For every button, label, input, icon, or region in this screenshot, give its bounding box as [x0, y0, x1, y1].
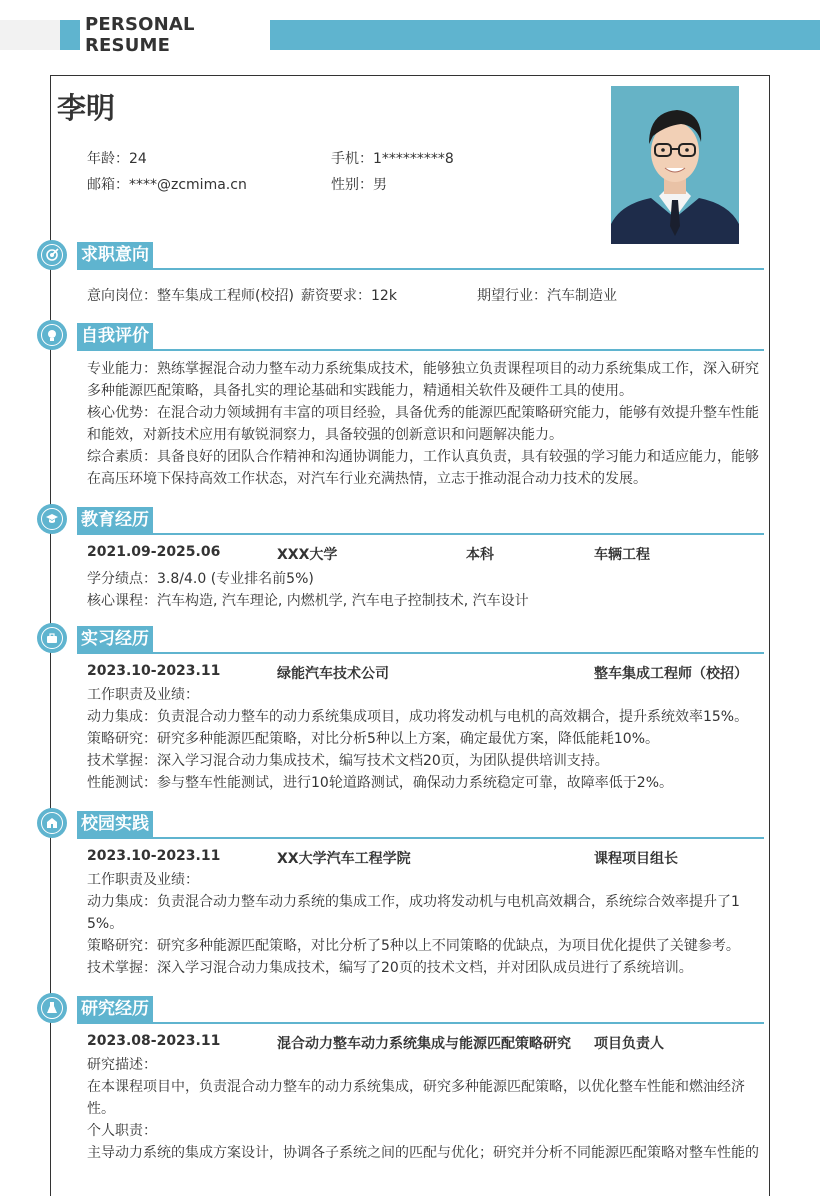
- header-accent-block: [60, 20, 80, 50]
- phone-label: 手机：: [331, 151, 373, 167]
- research-line: 主导动力系统的集成方案设计，协调各子系统之间的匹配与优化；研究并分析不同能源匹配策略对整车性能的: [87, 1145, 759, 1161]
- email-field: [87, 174, 247, 194]
- building-icon: [37, 808, 67, 838]
- research-line: 性。: [87, 1101, 115, 1117]
- intent-salary: 薪资要求：12k: [301, 288, 397, 304]
- internship-line: 动力集成：负责混合动力整车的动力系统集成项目，成功将发动机与电机的高效耦合，提升系统效率15%。: [87, 709, 749, 725]
- self-eval-line: 和能效，对新技术应用有敏锐洞察力，具备较强的创新意识和问题解决能力。: [87, 427, 563, 443]
- education-period: 2021.09-2025.06: [87, 544, 221, 560]
- section-title-self-eval: 自我评价: [77, 323, 153, 349]
- gender-field: [331, 174, 387, 194]
- internship-period: 2023.10-2023.11: [87, 663, 221, 679]
- age-label: 年龄：: [87, 151, 129, 167]
- internship-role: 整车集成工程师（校招）: [594, 666, 748, 682]
- email-value: ****@zcmima.cn: [129, 177, 247, 193]
- section-divider-self-eval: [77, 349, 764, 351]
- self-eval-line: 专业能力：熟练掌握混合动力整车动力系统集成技术，能够独立负责课程项目的动力系统集成工作，深入研究: [87, 361, 759, 377]
- header-band-right: [270, 20, 820, 50]
- section-divider-campus: [77, 837, 764, 839]
- gender-label: 性别：: [331, 177, 373, 193]
- self-eval-text: [87, 358, 765, 490]
- graduation-cap-icon: [37, 504, 67, 534]
- candidate-name: 李明: [57, 91, 116, 125]
- campus-line: 5%。: [87, 916, 124, 932]
- profile-photo: [611, 86, 739, 244]
- education-gpa: 学分绩点：3.8/4.0 (专业排名前5%): [87, 571, 314, 587]
- self-eval-line: 在高压环境下保持高效工作状态，对汽车行业充满热情，立志于推动混合动力技术的发展。: [87, 471, 647, 487]
- resume-title: PERSONAL RESUME: [85, 14, 195, 56]
- section-divider-internship: [77, 652, 764, 654]
- campus-org: XX大学汽车工程学院: [277, 851, 411, 867]
- research-period: 2023.08-2023.11: [87, 1033, 221, 1049]
- section-title-campus: 校园实践: [77, 811, 153, 837]
- self-eval-line: 综合素质：具备良好的团队合作精神和沟通协调能力，工作认真负责，具有较强的学习能力和适应能力，能够: [87, 449, 759, 465]
- self-eval-line: 核心优势：在混合动力领域拥有丰富的项目经验，具备优秀的能源匹配策略研究能力，能够有效提升整车性能: [87, 405, 759, 421]
- campus-line: 工作职责及业绩：: [87, 872, 199, 888]
- research-line: 研究描述：: [87, 1057, 157, 1073]
- section-title-research: 研究经历: [77, 996, 153, 1022]
- section-title-internship: 实习经历: [77, 626, 153, 652]
- internship-line: 工作职责及业绩：: [87, 687, 199, 703]
- phone-value: 1*********8: [373, 151, 454, 167]
- gender-value: 男: [373, 177, 387, 193]
- campus-period: 2023.10-2023.11: [87, 848, 221, 864]
- campus-details: [87, 869, 765, 979]
- section-divider-research: [77, 1022, 764, 1024]
- campus-line: 技术掌握：深入学习混合动力集成技术，编写了20页的技术文档，并对团队成员进行了系统培训。: [87, 960, 693, 976]
- portrait-illustration: [611, 86, 739, 244]
- intent-industry: 期望行业：汽车制造业: [477, 288, 617, 304]
- intent-position: 意向岗位：整车集成工程师(校招): [87, 288, 294, 304]
- internship-details: [87, 684, 765, 794]
- section-title-education: 教育经历: [77, 507, 153, 533]
- age-field: [87, 148, 147, 168]
- education-courses: 核心课程：汽车构造, 汽车理论, 内燃机学, 汽车电子控制技术, 汽车设计: [87, 593, 529, 609]
- internship-line: 性能测试：参与整车性能测试，进行10轮道路测试，确保动力系统稳定可靠，故障率低于2%。: [87, 775, 674, 791]
- campus-line: 策略研究：研究多种能源匹配策略，对比分析了5种以上不同策略的优缺点，为项目优化提供了关键参考。: [87, 938, 740, 954]
- lightbulb-icon: [37, 320, 67, 350]
- age-value: 24: [129, 151, 147, 167]
- campus-role: 课程项目组长: [594, 851, 678, 867]
- internship-company: 绿能汽车技术公司: [277, 666, 389, 682]
- research-role: 项目负责人: [594, 1036, 664, 1052]
- research-line: 个人职责：: [87, 1123, 157, 1139]
- self-eval-line: 多种能源匹配策略，具备扎实的理论基础和实践能力，精通相关软件及硬件工具的使用。: [87, 383, 633, 399]
- target-icon: [37, 240, 67, 270]
- phone-field: [331, 148, 454, 168]
- internship-line: 策略研究：研究多种能源匹配策略，对比分析5种以上方案，确定最优方案，降低能耗10%。: [87, 731, 660, 747]
- section-divider-intent: [77, 268, 764, 270]
- header-band-left: [0, 20, 60, 50]
- briefcase-icon: [37, 623, 67, 653]
- internship-line: 技术掌握：深入学习混合动力集成技术，编写技术文档20页，为团队提供培训支持。: [87, 753, 609, 769]
- research-details: [87, 1054, 765, 1164]
- flask-icon: [37, 993, 67, 1023]
- header-title-box: [80, 14, 270, 56]
- email-label: 邮箱：: [87, 177, 129, 193]
- section-divider-education: [77, 533, 764, 535]
- research-project: 混合动力整车动力系统集成与能源匹配策略研究: [277, 1036, 571, 1052]
- education-major: 车辆工程: [594, 547, 650, 563]
- campus-line: 动力集成：负责混合动力整车动力系统的集成工作，成功将发动机与电机高效耦合，系统综合效率提升了1: [87, 894, 740, 910]
- education-degree: 本科: [466, 547, 494, 563]
- education-school: XXX大学: [277, 547, 338, 563]
- research-line: 在本课程项目中，负责混合动力整车的动力系统集成，研究多种能源匹配策略，以优化整车性能和燃油经济: [87, 1079, 745, 1095]
- section-title-intent: 求职意向: [77, 242, 153, 268]
